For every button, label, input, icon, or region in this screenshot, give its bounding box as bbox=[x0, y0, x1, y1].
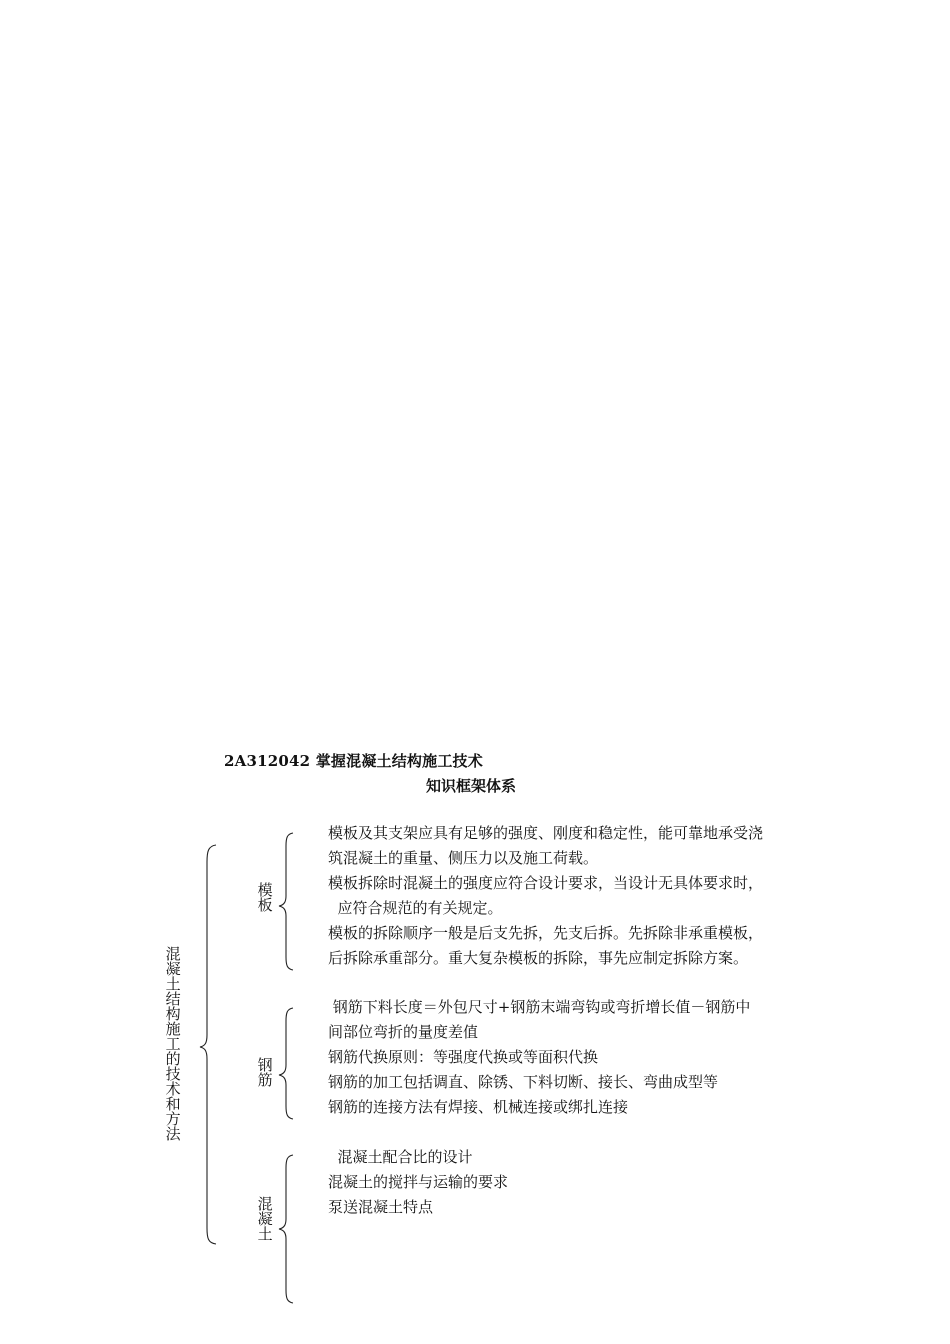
text-line: 钢筋的连接方法有焊接、机械连接或绑扎连接 bbox=[328, 1098, 629, 1116]
section-text-rebar bbox=[328, 995, 818, 1120]
section-text-concrete bbox=[328, 1145, 818, 1220]
root-label: 混凝土结构施工的技术和方法 bbox=[163, 946, 182, 1141]
section-label-rebar: 钢筋 bbox=[255, 1057, 274, 1087]
formwork-brace bbox=[279, 833, 293, 970]
rebar-brace bbox=[279, 1008, 293, 1119]
text-line: 应符合规范的有关规定。 bbox=[328, 899, 503, 917]
text-line: 混凝土配合比的设计 bbox=[328, 1148, 473, 1166]
text-line: 间部位弯折的量度差值 bbox=[328, 1023, 479, 1041]
section-text-formwork bbox=[328, 821, 818, 971]
root-brace bbox=[200, 845, 216, 1244]
document-subtitle: 知识框架体系 bbox=[426, 777, 517, 795]
text-line: 模板及其支架应具有足够的强度、刚度和稳定性，能可靠地承受浇 bbox=[328, 824, 764, 842]
text-line: 筑混凝土的重量、侧压力以及施工荷载。 bbox=[328, 849, 599, 867]
text-line: 钢筋的加工包括调直、除锈、下料切断、接长、弯曲成型等 bbox=[328, 1073, 719, 1091]
text-line: 后拆除承重部分。重大复杂模板的拆除，事先应制定拆除方案。 bbox=[328, 949, 749, 967]
text-line: 泵送混凝土特点 bbox=[328, 1198, 434, 1216]
section-label-concrete: 混凝土 bbox=[255, 1196, 274, 1241]
text-line: 模板拆除时混凝土的强度应符合设计要求，当设计无具体要求时， bbox=[328, 874, 764, 892]
text-line: 钢筋下料长度＝外包尺寸+钢筋末端弯钩或弯折增长值－钢筋中 bbox=[328, 998, 751, 1016]
text-line: 模板的拆除顺序一般是后支先拆，先支后拆。先拆除非承重模板， bbox=[328, 924, 764, 942]
text-line: 钢筋代换原则：等强度代换或等面积代换 bbox=[328, 1048, 599, 1066]
concrete-brace bbox=[279, 1155, 293, 1303]
text-line: 混凝土的搅拌与运输的要求 bbox=[328, 1173, 509, 1191]
document-title: 2A312042 掌握混凝土结构施工技术 bbox=[224, 752, 483, 770]
section-label-formwork: 模板 bbox=[255, 882, 274, 912]
